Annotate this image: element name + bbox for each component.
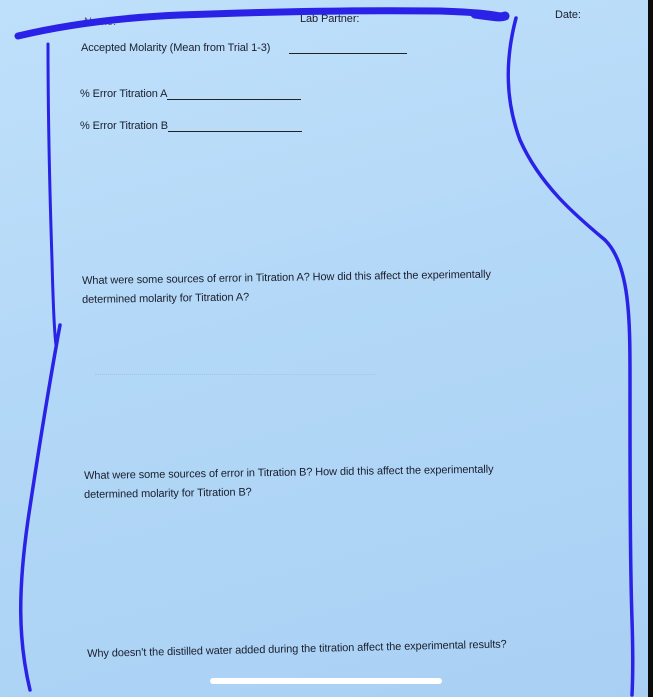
ink-left-lower: [21, 325, 60, 690]
ink-top-stroke: [18, 11, 503, 36]
lab-partner-label: Lab Partner:: [300, 13, 360, 25]
question-2-line-2: determined molarity for Titration B?: [84, 486, 252, 501]
question-1-line-2: determined molarity for Titration A?: [82, 291, 250, 306]
error-b-label: % Error Titration B: [80, 120, 168, 132]
error-a-label: % Error Titration A: [80, 88, 168, 100]
name-label: Name:: [84, 16, 116, 28]
question-2-line-1: What were some sources of error in Titration B? How did this affect the experimentally: [84, 463, 494, 482]
screen-edge: [648, 0, 653, 697]
question-1-line-1: What were some sources of error in Titration A? How did this affect the experimentally: [82, 268, 491, 287]
ink-right-outline: [508, 18, 633, 695]
ink-left-vertical: [48, 44, 56, 345]
home-indicator-bar[interactable]: [210, 678, 442, 684]
ink-top-hook: [475, 14, 505, 17]
accepted-molarity-label: Accepted Molarity (Mean from Trial 1-3): [81, 42, 271, 54]
date-label: Date:: [555, 9, 581, 21]
question-3: Why doesn't the distilled water added during the titration affect the experimental results?: [87, 638, 507, 660]
